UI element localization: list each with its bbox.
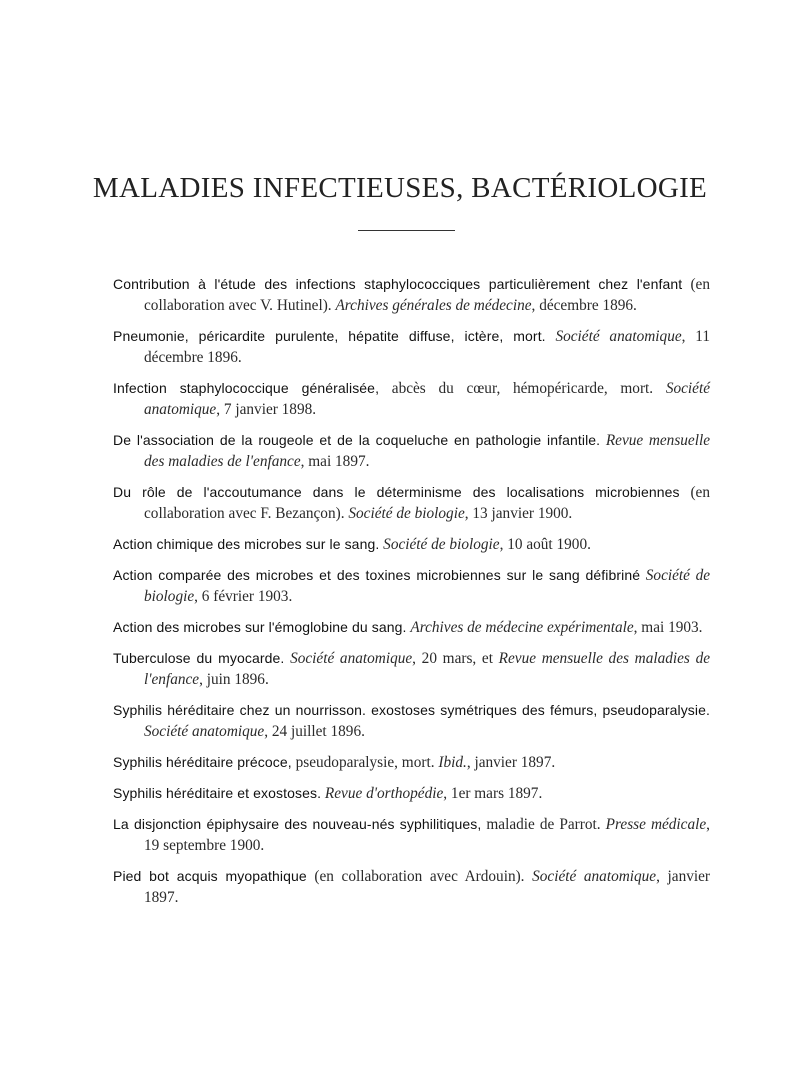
bibliography-entry <box>113 430 710 472</box>
entry-date: , janvier 1897. <box>144 868 710 906</box>
page-title: MALADIES INFECTIEUSES, BACTÉRIOLOGIE <box>92 172 708 204</box>
entry-title: Action chimique des microbes sur le sang. <box>113 536 380 552</box>
entry-source: Archives de médecine expérimentale <box>410 619 634 636</box>
bibliography-entry <box>113 565 710 607</box>
bibliography-entry <box>113 814 710 856</box>
entry-title: Syphilis héréditaire et exostoses. <box>113 785 322 801</box>
bibliography-entry <box>113 866 710 908</box>
title-divider <box>358 230 455 231</box>
entry-text <box>546 328 556 345</box>
entry-text: (en collaboration avec F. Bezançon). <box>144 484 710 522</box>
bibliography-entry <box>113 378 710 420</box>
entry-source: Société de biologie <box>144 567 711 605</box>
entry-date: , janvier 1897. <box>466 754 556 771</box>
entry-date: , mai 1903. <box>633 619 703 636</box>
entry-date: , 7 janvier 1898. <box>216 401 317 418</box>
entry-title: Pneumonie, péricardite purulente, hépatite diffuse, ictère, mort. <box>113 328 546 344</box>
entry-title: Action comparée des microbes et des toxines microbiennes sur le sang défibriné <box>113 567 641 583</box>
entry-date: , mai 1897. <box>300 453 370 470</box>
entry-source: Revue mensuelle des maladies de l'enfance <box>144 432 710 470</box>
entry-title: Du rôle de l'accoutumance dans le déterminisme des localisations microbiennes <box>113 484 680 500</box>
entry-title: Pied bot acquis myopathique <box>113 868 307 884</box>
entry-text: (en collaboration avec V. Hutinel). <box>144 276 711 314</box>
entry-title: De l'association de la rougeole et de la coqueluche en pathologie infantile. <box>113 432 601 448</box>
bibliography-entry <box>113 752 710 773</box>
entry-source: Société anatomique <box>532 868 657 885</box>
entry-date: , 11 décembre 1896. <box>144 328 710 366</box>
bibliography-list <box>113 274 710 918</box>
entry-date: , 24 juillet 1896. <box>264 723 365 740</box>
entry-date: , 10 août 1900. <box>499 536 591 553</box>
entry-source: Archives générales de médecine <box>335 297 532 314</box>
entry-source: Société anatomique <box>144 723 265 740</box>
entry-title: La disjonction épiphysaire des nouveau-nés syphilitiques, <box>113 816 482 832</box>
bibliography-entry <box>113 326 710 368</box>
entry-date: , 6 février 1903. <box>194 588 293 605</box>
entry-text: , 20 mars, et <box>412 650 499 667</box>
entry-date: , 19 septembre 1900. <box>144 816 710 854</box>
bibliography-entry <box>113 648 710 690</box>
entry-source: Presse médicale <box>605 816 707 833</box>
entry-text: maladie de Parrot. <box>481 816 606 833</box>
entry-source: Société de biologie <box>383 536 500 553</box>
bibliography-entry <box>113 482 710 524</box>
bibliography-entry <box>113 700 710 742</box>
entry-source: Ibid. <box>438 754 467 771</box>
entry-source-secondary: Revue mensuelle des maladies de l'enfance <box>144 650 711 688</box>
entry-date: , juin 1896. <box>199 671 269 688</box>
entry-title: Action des microbes sur l'émoglobine du sang. <box>113 619 407 635</box>
entry-title: Tuberculose du myocarde. <box>113 650 285 666</box>
bibliography-entry <box>113 534 710 555</box>
bibliography-entry <box>113 783 710 804</box>
entry-text: pseudoparalysie, mort. <box>291 754 439 771</box>
bibliography-entry <box>113 274 710 316</box>
bibliography-entry <box>113 617 710 638</box>
entry-date: , 13 janvier 1900. <box>464 505 573 522</box>
entry-source: Société de biologie <box>348 505 465 522</box>
entry-title: Syphilis héréditaire chez un nourrisson. exostoses symétriques des fémurs, pseudoparalysie. <box>113 702 710 718</box>
entry-source: Société anatomique <box>290 650 413 667</box>
entry-source: Revue d'orthopédie <box>324 785 444 802</box>
entry-title: Syphilis héréditaire précoce, <box>113 754 292 770</box>
entry-title: Contribution à l'étude des infections staphylococciques particulièrement chez l'enfant <box>113 276 683 292</box>
entry-source: Société anatomique <box>555 328 682 345</box>
entry-source: Société anatomique <box>144 380 710 418</box>
entry-date: , 1er mars 1897. <box>443 785 543 802</box>
entry-date: , décembre 1896. <box>531 297 637 314</box>
entry-title: Infection staphylococcique généralisée, <box>113 380 380 396</box>
entry-text: abcès du cœur, hémopéricarde, mort. <box>379 380 666 397</box>
entry-text: (en collaboration avec Ardouin). <box>306 868 533 885</box>
